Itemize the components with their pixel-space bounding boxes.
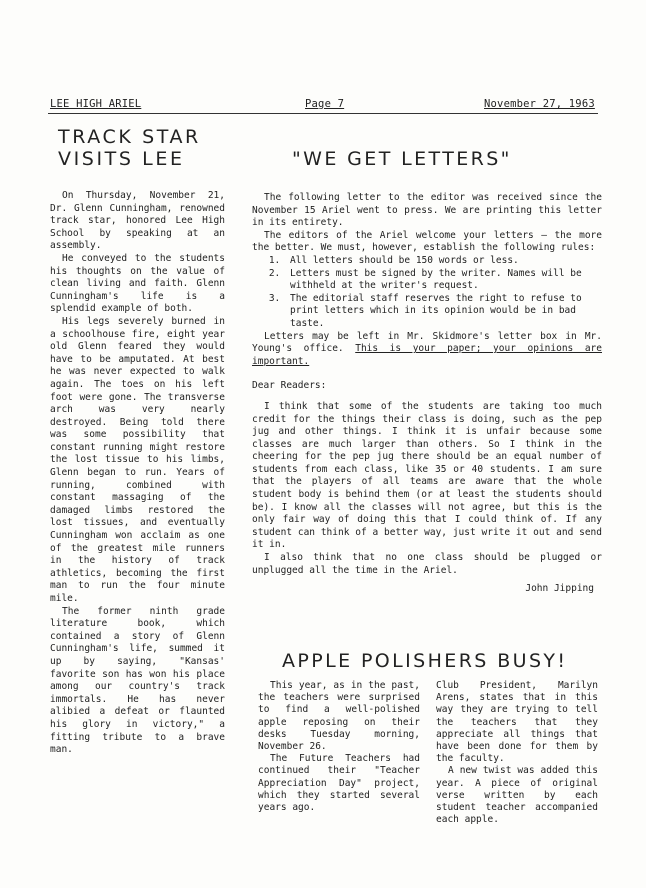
rule-item: 3. The editorial staff reserves the right to refuse to print letters which in its opinion would be in bad taste. bbox=[286, 293, 602, 331]
apple-paragraph: Club President, Marilyn Arens, states that in this way they are trying to tell the teachers that they appreciate all things that have been done for them by the faculty. bbox=[436, 680, 598, 765]
track-star-article bbox=[50, 126, 225, 757]
track-paragraph-1: On Thursday, November 21, Dr. Glenn Cunningham, renowned track star, honored Lee High School by speaking at an assembly. bbox=[50, 190, 225, 252]
letters-article bbox=[252, 148, 602, 596]
apple-column-2 bbox=[436, 680, 598, 826]
apple-article bbox=[258, 680, 598, 826]
paper-name: LEE HIGH ARIEL bbox=[50, 98, 142, 110]
letters-closing bbox=[252, 331, 602, 369]
letters-closing-text: Letters may be left in Mr. Skidmore's letter box in Mr. Young's office. bbox=[252, 330, 602, 355]
letters-rules-list bbox=[252, 255, 602, 331]
letters-title: "WE GET LETTERS" bbox=[292, 148, 512, 170]
letter-salutation: Dear Readers: bbox=[252, 380, 327, 392]
track-title-line1: TRACK STAR bbox=[58, 126, 201, 148]
rule-item: 1. All letters should be 150 words or less. bbox=[286, 255, 602, 268]
page-number: Page 7 bbox=[305, 98, 345, 110]
apple-column-1 bbox=[258, 680, 420, 826]
letter-signature: John Jipping bbox=[525, 583, 594, 595]
apple-title: APPLE POLISHERS BUSY! bbox=[282, 650, 568, 672]
letters-intro-1: The following letter to the editor was received since the November 15 Ariel went to press. We are printing this letter in its entirety. bbox=[252, 192, 602, 229]
track-title-line2: VISITS LEE bbox=[58, 148, 185, 170]
apple-paragraph: This year, as in the past, the teachers were surprised to find a well-polished apple reposing on their desks Tuesday morning, November 26. bbox=[258, 680, 420, 753]
letter-paragraph-1: I think that some of the students are taking too much credit for the things their class is doing, such as the pep jug and other things. I think it is unfair because some classes are much larger than others. So I think in the cheering for the pep jug there should be an equal number of students from each class, like 35 or 40 students. I am sure that the players of all teams are aware that the whole student body is behind them (or at least the students should be). I know all the classes will not agree, but this is the only fair way of doing this that I could think of. If any student can think of a better way, just write it out and send it in. bbox=[252, 400, 602, 551]
header-rule bbox=[48, 113, 598, 114]
track-paragraph-4: The former ninth grade literature book, which contained a story of Glenn Cunningham's life, summed it up by saying, "Kansas' favorite son has won his place among our country's track immortals. He has never alibied a defeat or flaunted his glory in victory," a fitting tribute to a brave man. bbox=[50, 605, 225, 756]
letters-closing-underlined: This is your paper; your opinions are important. bbox=[252, 343, 602, 367]
letter-paragraph-2: I also think that no one class should be plugged or unplugged all the time in the Ariel. bbox=[252, 552, 602, 576]
apple-paragraph: A new twist was added this year. A piece of original verse written by each student teacher accompanied each apple. bbox=[436, 765, 598, 826]
rule-item: 2. Letters must be signed by the writer. Names will be withheld at the writer's request. bbox=[286, 268, 602, 293]
issue-date: November 27, 1963 bbox=[484, 98, 595, 110]
track-paragraph-2: He conveyed to the students his thoughts on the value of clean living and faith. Glenn Cunningham's life is a splendid example of both. bbox=[50, 252, 225, 315]
letters-intro-2: The editors of the Ariel welcome your letters — the more the better. We must, however, establish the following rules: bbox=[252, 229, 602, 254]
apple-paragraph: The Future Teachers had continued their "Teacher Appreciation Day" project, which they started several years ago. bbox=[258, 753, 420, 814]
track-paragraph-3: His legs severely burned in a schoolhouse fire, eight year old Glenn feared they would have to be amputated. At best he was never expected to walk again. The toes on his left foot were gone. The transverse arch was very nearly destroyed. Being told there was some possibility that constant running might restore the lost tissue to his limbs, Glenn began to run. Years of running, combined with constant massaging of the damaged limbs restored the lost tissues, and eventually Cunningham won acclaim as one of the greatest mile runners in the history of track athletics, becoming the first man to run the four minute mile. bbox=[50, 315, 225, 604]
